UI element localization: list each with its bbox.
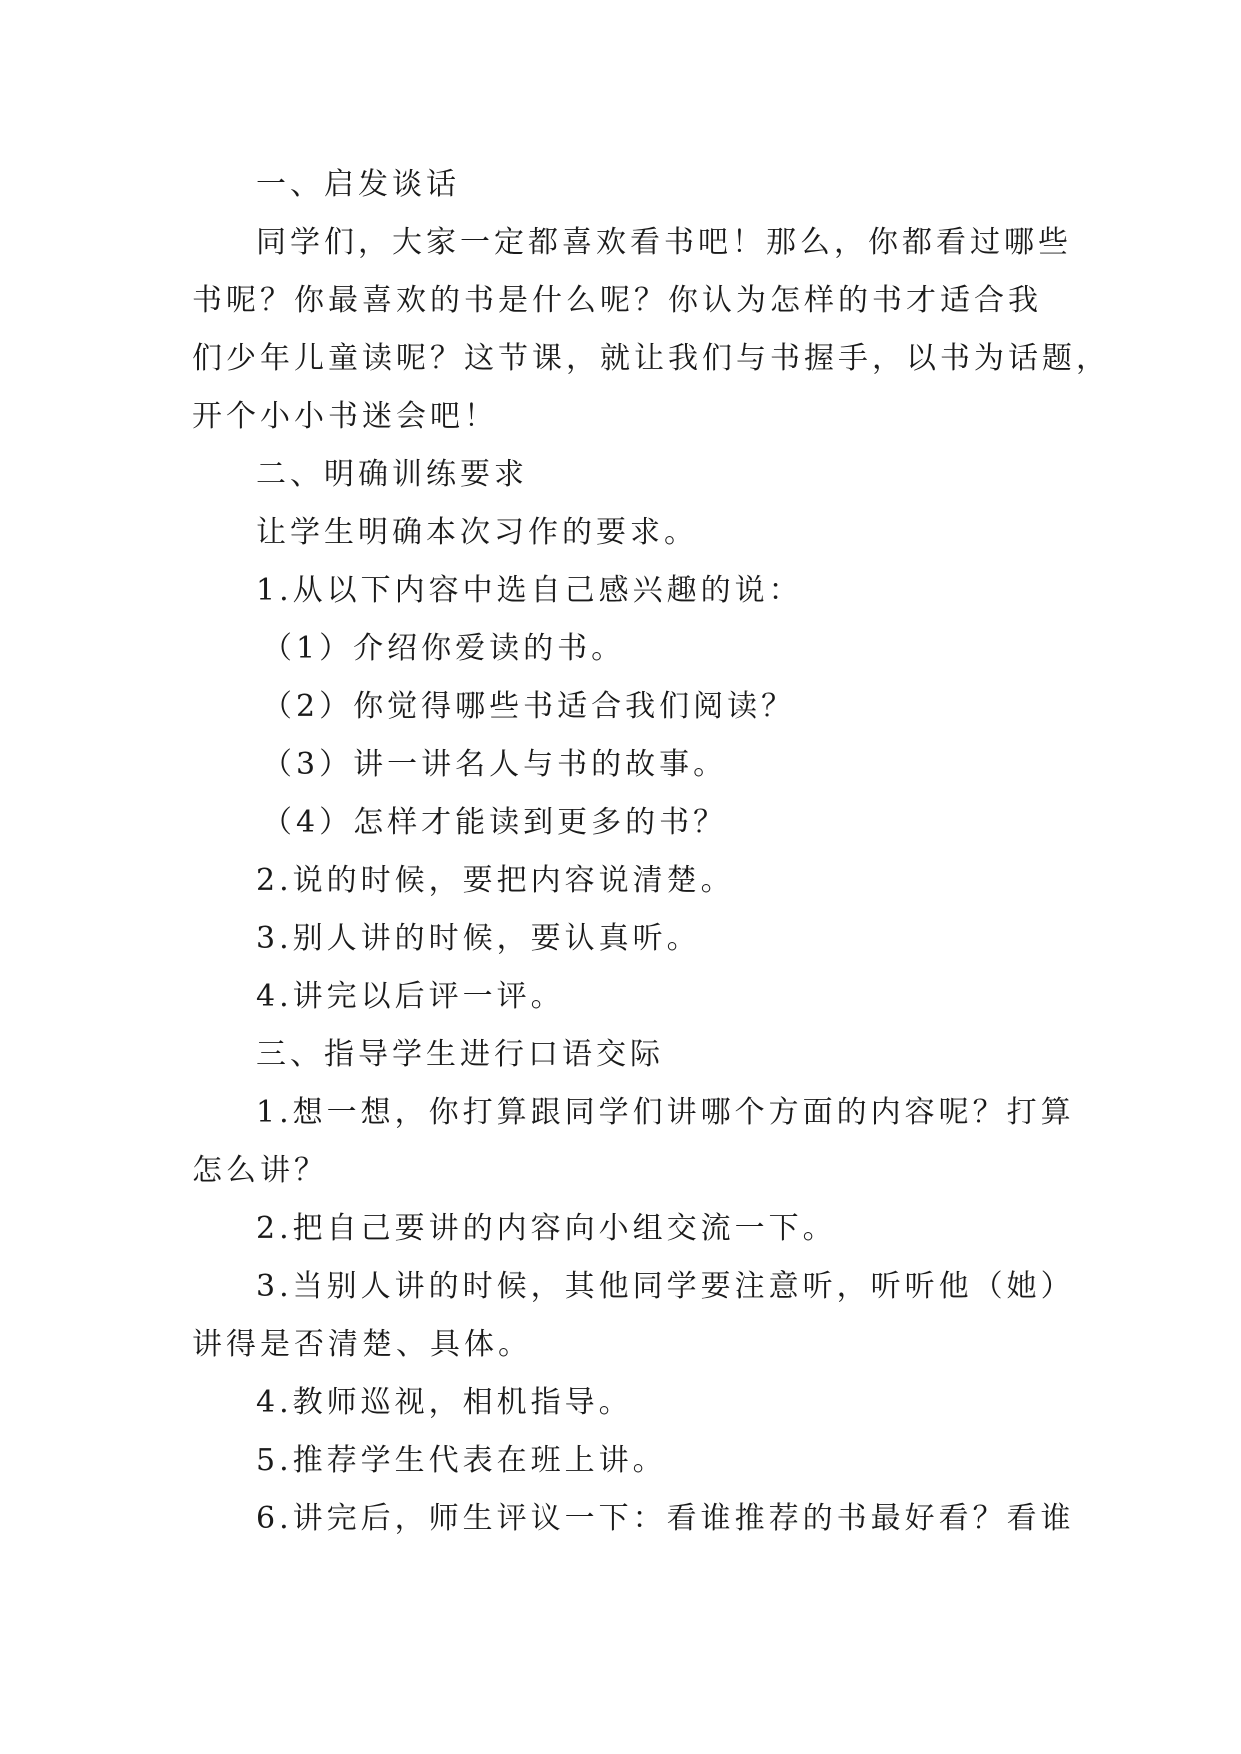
sub-list-item: （2）你觉得哪些书适合我们阅读？ <box>262 689 796 724</box>
list-item: 5.推荐学生代表在班上讲。 <box>256 1443 667 1478</box>
list-item: 1.从以下内容中选自己感兴趣的说： <box>256 573 803 608</box>
paragraph-line: 让学生明确本次习作的要求。 <box>256 515 698 550</box>
list-item: 3.别人讲的时候，要认真听。 <box>256 921 701 956</box>
section-heading-3: 三、指导学生进行口语交际 <box>256 1037 664 1072</box>
sub-list-item: （1）介绍你爱读的书。 <box>262 631 626 666</box>
list-item: 6.讲完后，师生评议一下：看谁推荐的书最好看？看谁 <box>256 1501 1075 1536</box>
list-item: 4.教师巡视，相机指导。 <box>256 1385 633 1420</box>
paragraph-line: 同学们，大家一定都喜欢看书吧！那么，你都看过哪些 <box>256 225 1072 260</box>
list-item-continuation: 怎么讲？ <box>192 1153 328 1188</box>
list-item: 4.讲完以后评一评。 <box>256 979 565 1014</box>
list-item-continuation: 讲得是否清楚、具体。 <box>192 1327 532 1362</box>
section-heading-1: 一、启发谈话 <box>256 167 460 202</box>
paragraph-line: 开个小小书迷会吧！ <box>192 399 498 434</box>
sub-list-item: （3）讲一讲名人与书的故事。 <box>262 747 728 782</box>
list-item: 1.想一想，你打算跟同学们讲哪个方面的内容呢？打算 <box>256 1095 1075 1130</box>
list-item: 2.说的时候，要把内容说清楚。 <box>256 863 735 898</box>
list-item: 3.当别人讲的时候，其他同学要注意听，听听他（她） <box>256 1269 1075 1304</box>
paragraph-line: 书呢？你最喜欢的书是什么呢？你认为怎样的书才适合我 <box>192 283 1042 318</box>
section-heading-2: 二、明确训练要求 <box>256 457 528 492</box>
list-item: 2.把自己要讲的内容向小组交流一下。 <box>256 1211 837 1246</box>
document-body <box>192 156 1110 1548</box>
sub-list-item: （4）怎样才能读到更多的书？ <box>262 805 728 840</box>
paragraph-line: 们少年儿童读呢？这节课，就让我们与书握手，以书为话题， <box>192 341 1110 376</box>
